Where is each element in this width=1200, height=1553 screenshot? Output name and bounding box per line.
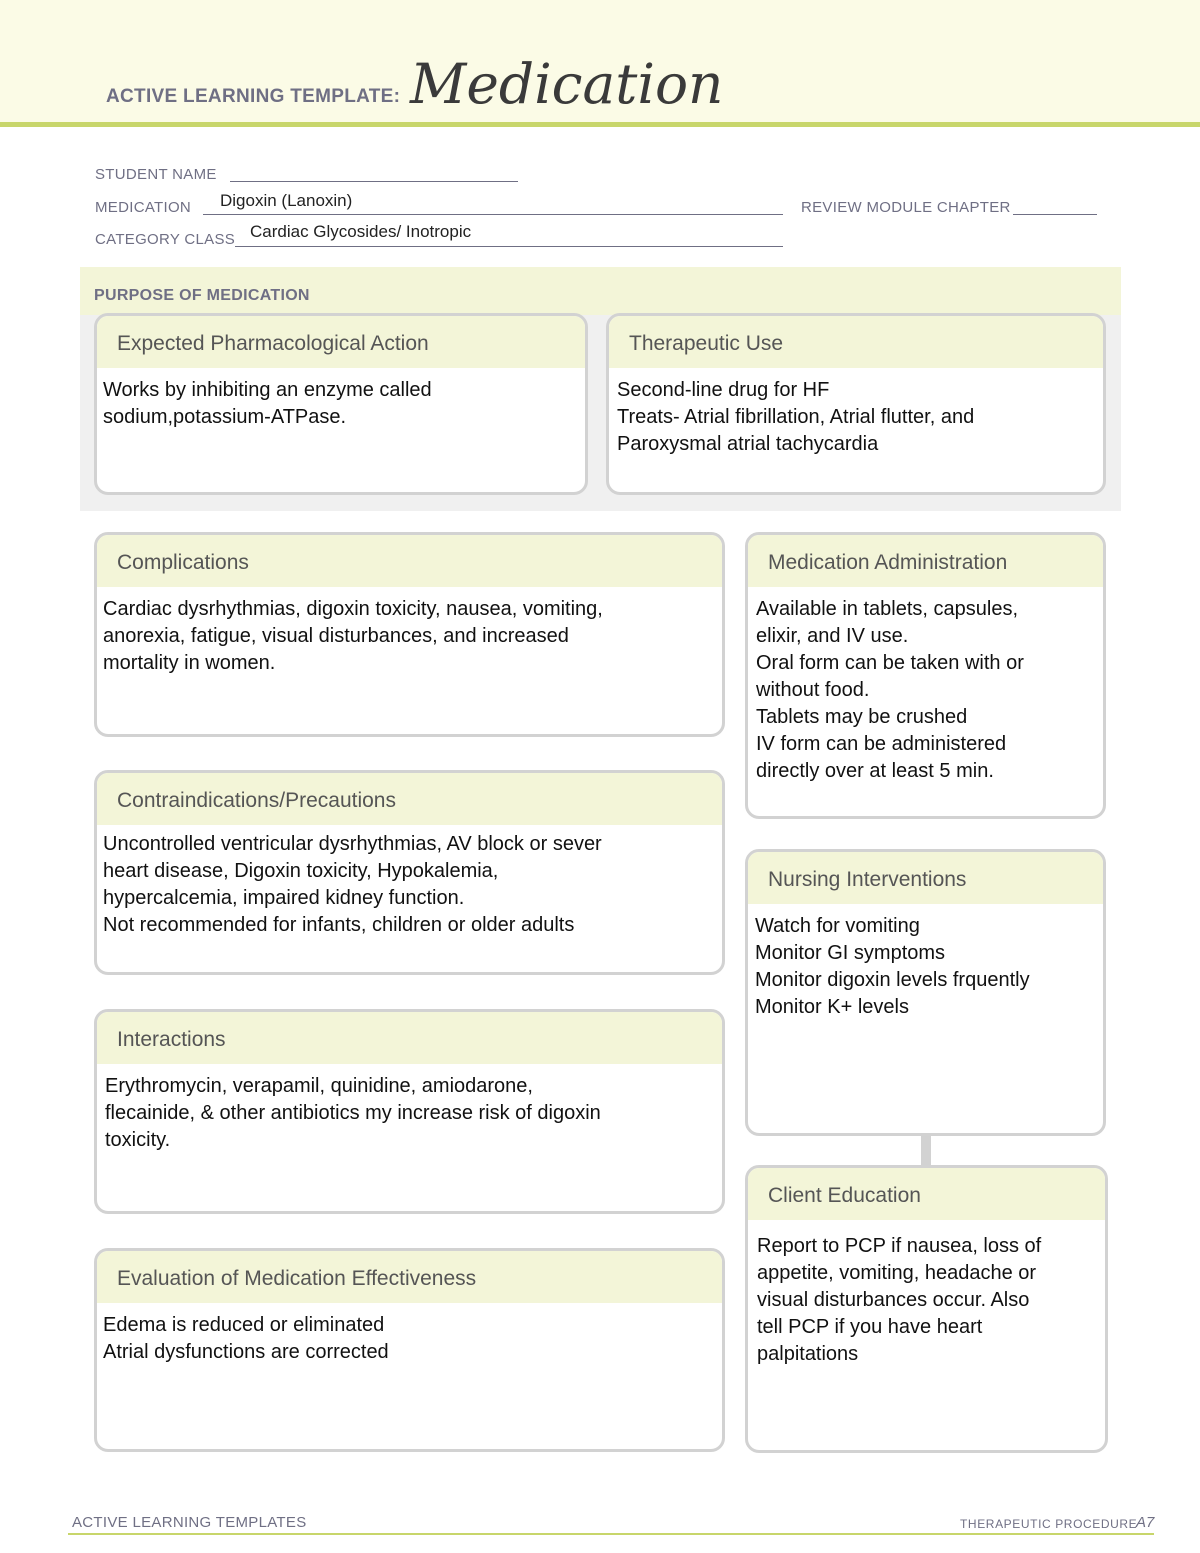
client-education-body[interactable] [748,1220,1105,1368]
therapeutic-use-title: Therapeutic Use [609,316,1103,368]
interactions-title: Interactions [97,1012,722,1064]
text-line: Second-line drug for HF [617,379,830,401]
text-line: mortality in women. [103,652,276,674]
category-class-label: CATEGORY CLASS [95,231,236,248]
client-education-title: Client Education [748,1168,1105,1220]
text-line: Report to PCP if nausea, loss of [757,1235,1042,1257]
text-line: visual disturbances occur. Also [757,1289,1030,1311]
text-line: without food. [756,679,870,701]
review-module-label: REVIEW MODULE CHAPTER [801,199,1011,216]
client-education-box [745,1165,1108,1453]
page-number: A7 [1136,1514,1155,1531]
text-line: Monitor digoxin levels frquently [755,969,1030,991]
text-line: Not recommended for infants, children or older adults [103,914,575,936]
text-line: Edema is reduced or eliminated [103,1314,385,1336]
nursing-interventions-title: Nursing Interventions [748,852,1103,904]
text-line: Treats- Atrial fibrillation, Atrial flutter, and [617,406,975,428]
interactions-box [94,1009,725,1214]
text-line: Available in tablets, capsules, [756,598,1019,620]
text-line: palpitations [757,1343,859,1365]
administration-box [745,532,1106,819]
expected-action-title: Expected Pharmacological Action [97,316,585,368]
contraindications-body[interactable] [97,825,722,939]
expected-action-body[interactable] [97,368,585,431]
text-line: Oral form can be taken with or [756,652,1024,674]
text-line: Uncontrolled ventricular dysrhythmias, AV block or sever [103,833,602,855]
administration-body[interactable] [748,587,1103,785]
nursing-interventions-box [745,849,1106,1136]
page-title: Medication [410,52,724,116]
text-line: heart disease, Digoxin toxicity, Hypokalemia, [103,860,499,882]
student-name-line [230,181,518,182]
text-line: appetite, vomiting, headache or [757,1262,1037,1284]
text-line: Monitor K+ levels [755,996,909,1018]
category-class-field[interactable]: Cardiac Glycosides/ Inotropic [250,222,472,241]
box-connector [921,1134,931,1167]
text-line: directly over at least 5 min. [756,760,994,782]
text-line: Erythromycin, verapamil, quinidine, amiodarone, [105,1075,533,1097]
text-line: flecainide, & other antibiotics my increase risk of digoxin [105,1102,601,1124]
expected-action-box [94,313,588,495]
text-line: Cardiac dysrhythmias, digoxin toxicity, nausea, vomiting, [103,598,603,620]
text-line: toxicity. [105,1129,171,1151]
text-line: anorexia, fatigue, visual disturbances, and increased [103,625,569,647]
contraindications-title: Contraindications/Precautions [97,773,722,825]
text-line: Works by inhibiting an enzyme called [103,379,432,401]
text-line: tell PCP if you have heart [757,1316,983,1338]
student-name-label: STUDENT NAME [95,166,217,183]
medication-field[interactable]: Digoxin (Lanoxin) [220,191,353,210]
complications-body[interactable] [97,587,722,677]
therapeutic-use-box [606,313,1106,495]
text-line: Monitor GI symptoms [755,942,946,964]
category-class-line [235,246,783,247]
medication-line [203,214,783,215]
medication-label: MEDICATION [95,199,192,216]
review-module-line [1013,214,1097,215]
text-line: sodium,potassium-ATPase. [103,406,347,428]
purpose-label: PURPOSE OF MEDICATION [94,287,310,304]
text-line: Paroxysmal atrial tachycardia [617,433,879,455]
evaluation-title: Evaluation of Medication Effectiveness [97,1251,722,1303]
text-line: hypercalcemia, impaired kidney function. [103,887,465,909]
complications-box [94,532,725,737]
text-line: elixir, and IV use. [756,625,909,647]
evaluation-box [94,1248,725,1452]
evaluation-body[interactable] [97,1303,722,1366]
text-line: Atrial dysfunctions are corrected [103,1341,389,1363]
footer-divider [68,1533,1154,1535]
contraindications-box [94,770,725,975]
therapeutic-use-body[interactable] [609,368,1103,458]
template-label: ACTIVE LEARNING TEMPLATE: [106,86,401,107]
complications-title: Complications [97,535,722,587]
text-line: Tablets may be crushed [756,706,968,728]
text-line: IV form can be administered [756,733,1007,755]
footer-right-label: THERAPEUTIC PROCEDURE [960,1517,1138,1531]
text-line: Watch for vomiting [755,915,920,937]
footer-left-label: ACTIVE LEARNING TEMPLATES [72,1514,307,1531]
administration-title: Medication Administration [748,535,1103,587]
interactions-body[interactable] [97,1064,722,1154]
nursing-interventions-body[interactable] [748,904,1103,1021]
